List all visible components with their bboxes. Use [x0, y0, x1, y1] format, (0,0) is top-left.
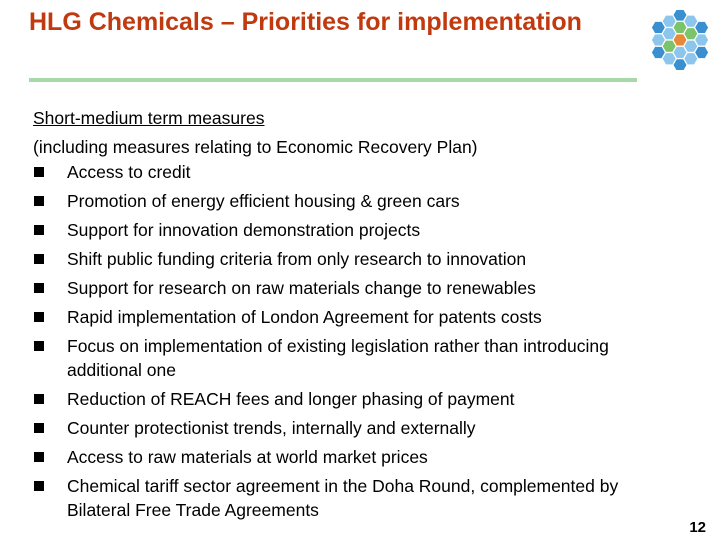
list-item: [33, 247, 673, 271]
intro-text: [33, 104, 673, 162]
list-item-text: Shift public funding criteria from only research to innovation: [67, 249, 527, 269]
list-item-text: Reduction of REACH fees and longer phasing of payment: [67, 389, 515, 409]
list-item-text: Focus on implementation of existing legislation rather than introducing additional one: [67, 336, 609, 380]
list-item: [33, 305, 673, 329]
list-item: [33, 218, 673, 242]
list-item-text: Support for research on raw materials change to renewables: [67, 278, 536, 298]
list-item: [33, 189, 673, 213]
bullet-square-icon: [34, 254, 44, 264]
list-item: [33, 387, 673, 411]
list-item: [33, 276, 673, 300]
list-item-text: Access to raw materials at world market prices: [67, 447, 428, 467]
list-item: [33, 160, 673, 184]
bullet-square-icon: [34, 283, 44, 293]
page-number: 12: [689, 519, 706, 536]
bullet-square-icon: [34, 341, 44, 351]
section-note: (including measures relating to Economic Recovery Plan): [33, 137, 478, 157]
bullet-square-icon: [34, 225, 44, 235]
list-item-text: Counter protectionist trends, internally and externally: [67, 418, 476, 438]
bullet-square-icon: [34, 196, 44, 206]
bullet-square-icon: [34, 167, 44, 177]
list-item-text: Promotion of energy efficient housing & green cars: [67, 191, 460, 211]
bullet-square-icon: [34, 423, 44, 433]
list-item-text: Chemical tariff sector agreement in the Doha Round, complemented by Bilateral Free Trade Agreements: [67, 476, 619, 520]
list-item: [33, 416, 673, 440]
bullet-square-icon: [34, 452, 44, 462]
section-heading: Short-medium term measures: [33, 108, 265, 128]
bullet-square-icon: [34, 312, 44, 322]
hexagon-logo-icon: [648, 10, 712, 70]
logo-hexagon: [673, 59, 687, 70]
list-item: [33, 445, 673, 469]
list-item-text: Rapid implementation of London Agreement for patents costs: [67, 307, 542, 327]
list-item-text: Access to credit: [67, 162, 191, 182]
bullet-square-icon: [34, 394, 44, 404]
priorities-list: [33, 160, 673, 527]
bullet-square-icon: [34, 481, 44, 491]
slide-title: HLG Chemicals – Priorities for implementation: [29, 8, 582, 36]
list-item-text: Support for innovation demonstration projects: [67, 220, 421, 240]
list-item: [33, 334, 673, 382]
title-divider: [29, 78, 637, 82]
list-item: [33, 474, 673, 522]
